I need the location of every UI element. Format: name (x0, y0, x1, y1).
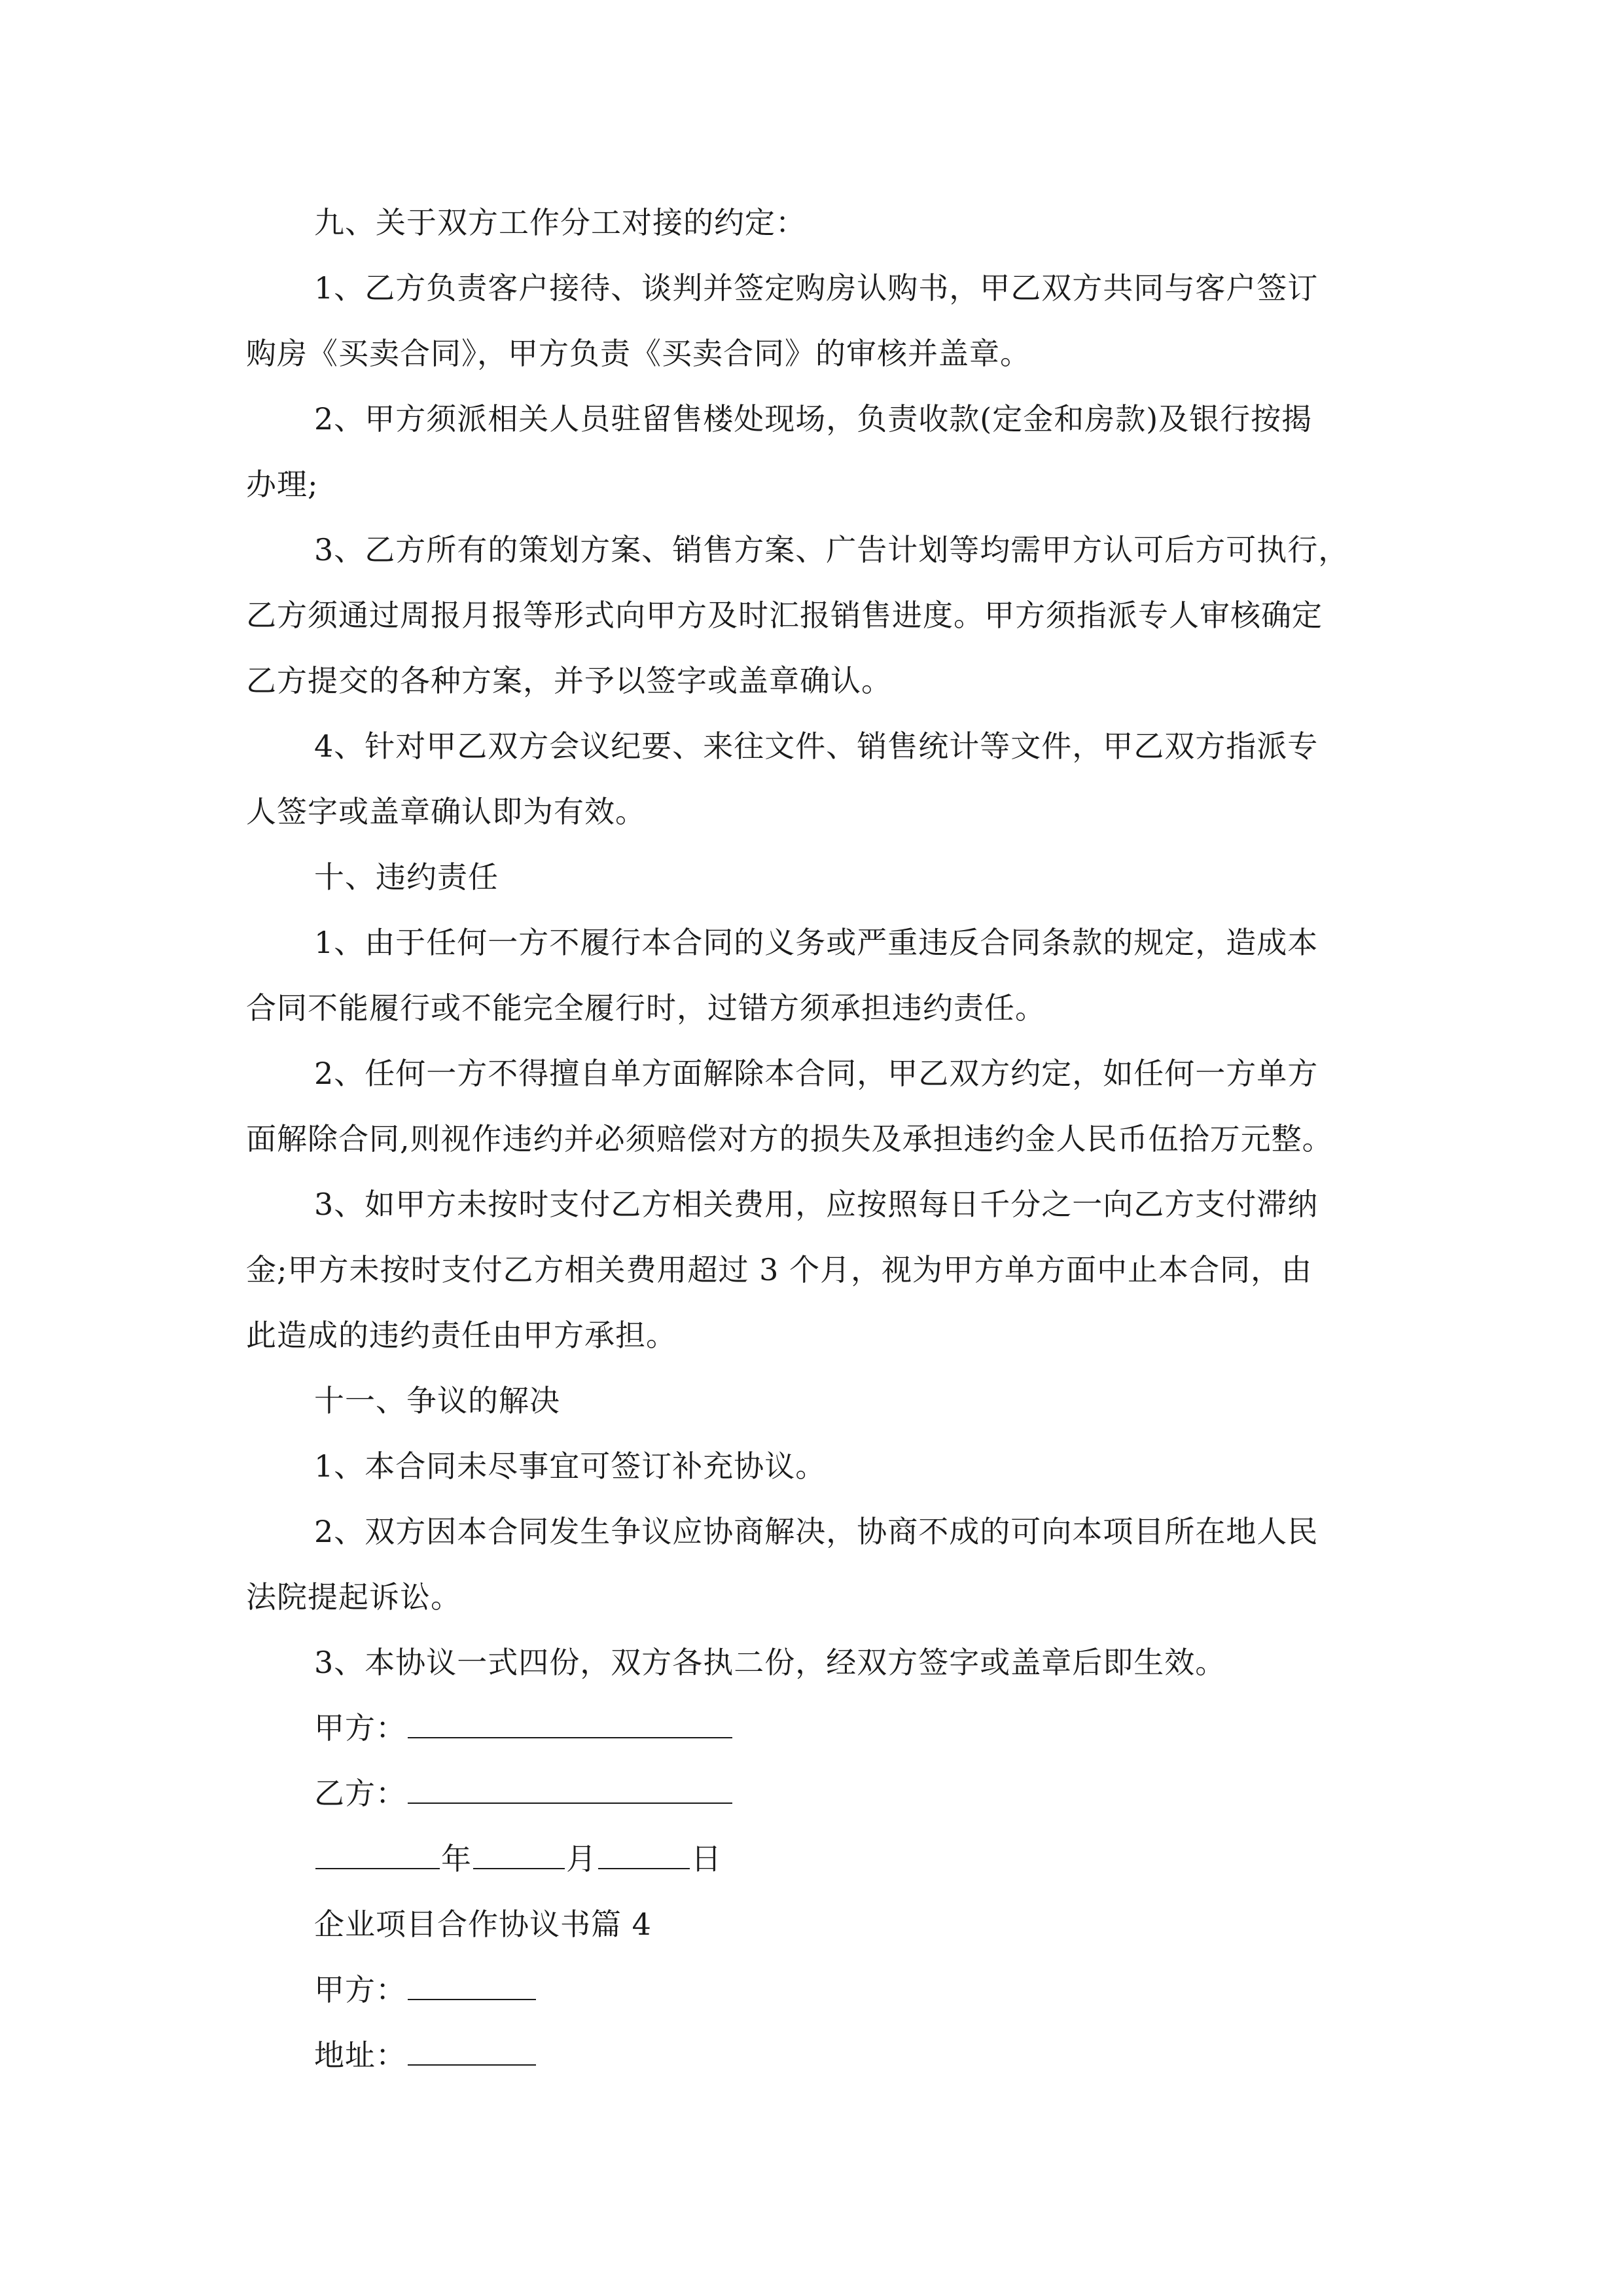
section-9-heading: 九、关于双方工作分工对接的约定： (314, 205, 806, 240)
paragraph-line: 办理; (246, 467, 319, 502)
paragraph-line: 1、本合同未尽事宜可签订补充协议。 (314, 1448, 827, 1484)
paragraph-line: 乙方须通过周报月报等形式向甲方及时汇报销售进度。甲方须指派专人审核确定 (246, 598, 1323, 633)
next-doc-address-line (246, 2022, 1377, 2088)
paragraph-line: 4、针对甲乙双方会议纪要、来往文件、销售统计等文件，甲乙双方指派专 (314, 728, 1319, 764)
paragraph-line: 2、甲方须派相关人员驻留售楼处现场，负责收款(定金和房款)及银行按揭 (314, 401, 1313, 437)
party-a-blank[interactable] (408, 1707, 732, 1738)
paragraph-line: 2、双方因本合同发生争议应协商解决，协商不成的可向本项目所在地人民 (314, 1514, 1319, 1549)
party-b-signature-line (246, 1761, 1377, 1826)
paragraph-line: 此造成的违约责任由甲方承担。 (246, 1318, 677, 1353)
party-a-signature-line (246, 1695, 1377, 1761)
paragraph-line: 购房《买卖合同》，甲方负责《买卖合同》的审核并盖章。 (246, 336, 1031, 371)
paragraph-line: 1、由于任何一方不履行本合同的义务或严重违反合同条款的规定，造成本 (314, 925, 1319, 960)
year-blank[interactable] (315, 1838, 440, 1869)
day-blank[interactable] (598, 1838, 690, 1869)
document-page (246, 190, 1377, 2088)
date-line (246, 1826, 1377, 1892)
month-blank[interactable] (473, 1838, 565, 1869)
section-10-heading: 十、违约责任 (314, 859, 499, 895)
party-a-label: 甲方： (314, 1710, 406, 1746)
paragraph-line: 3、乙方所有的策划方案、销售方案、广告计划等均需甲方认可后方可执行， (314, 532, 1349, 567)
next-doc-address-blank[interactable] (408, 2034, 536, 2066)
paragraph-line: 金;甲方未按时支付乙方相关费用超过 3 个月，视为甲方单方面中止本合同，由 (246, 1252, 1313, 1287)
paragraph-line: 乙方提交的各种方案，并予以签字或盖章确认。 (246, 663, 892, 698)
day-label: 日 (691, 1841, 722, 1876)
next-doc-party-a-label: 甲方： (314, 1972, 406, 2007)
next-doc-party-a-blank[interactable] (408, 1969, 536, 2000)
party-b-label: 乙方： (314, 1776, 406, 1811)
paragraph-line: 面解除合同,则视作违约并必须赔偿对方的损失及承担违约金人民币伍拾万元整。 (246, 1121, 1333, 1157)
paragraph-line: 2、任何一方不得擅自单方面解除本合同，甲乙双方约定，如任何一方单方 (314, 1056, 1319, 1091)
paragraph-line: 1、乙方负责客户接待、谈判并签定购房认购书，甲乙双方共同与客户签订 (314, 270, 1319, 306)
paragraph-line: 3、本协议一式四份，双方各执二份，经双方签字或盖章后即生效。 (314, 1645, 1226, 1680)
year-label: 年 (441, 1841, 472, 1876)
next-doc-address-label: 地址： (314, 2037, 406, 2073)
next-doc-party-a-line (246, 1957, 1377, 2022)
party-b-blank[interactable] (408, 1772, 732, 1804)
section-11-heading: 十一、争议的解决 (314, 1383, 560, 1418)
month-label: 月 (566, 1841, 597, 1876)
paragraph-line: 合同不能履行或不能完全履行时，过错方须承担违约责任。 (246, 990, 1046, 1026)
paragraph-line: 法院提起诉讼。 (246, 1579, 461, 1615)
next-doc-title: 企业项目合作协议书篇 4 (314, 1907, 652, 1942)
paragraph-line: 人签字或盖章确认即为有效。 (246, 794, 646, 829)
paragraph-line: 3、如甲方未按时支付乙方相关费用，应按照每日千分之一向乙方支付滞纳 (314, 1187, 1319, 1222)
